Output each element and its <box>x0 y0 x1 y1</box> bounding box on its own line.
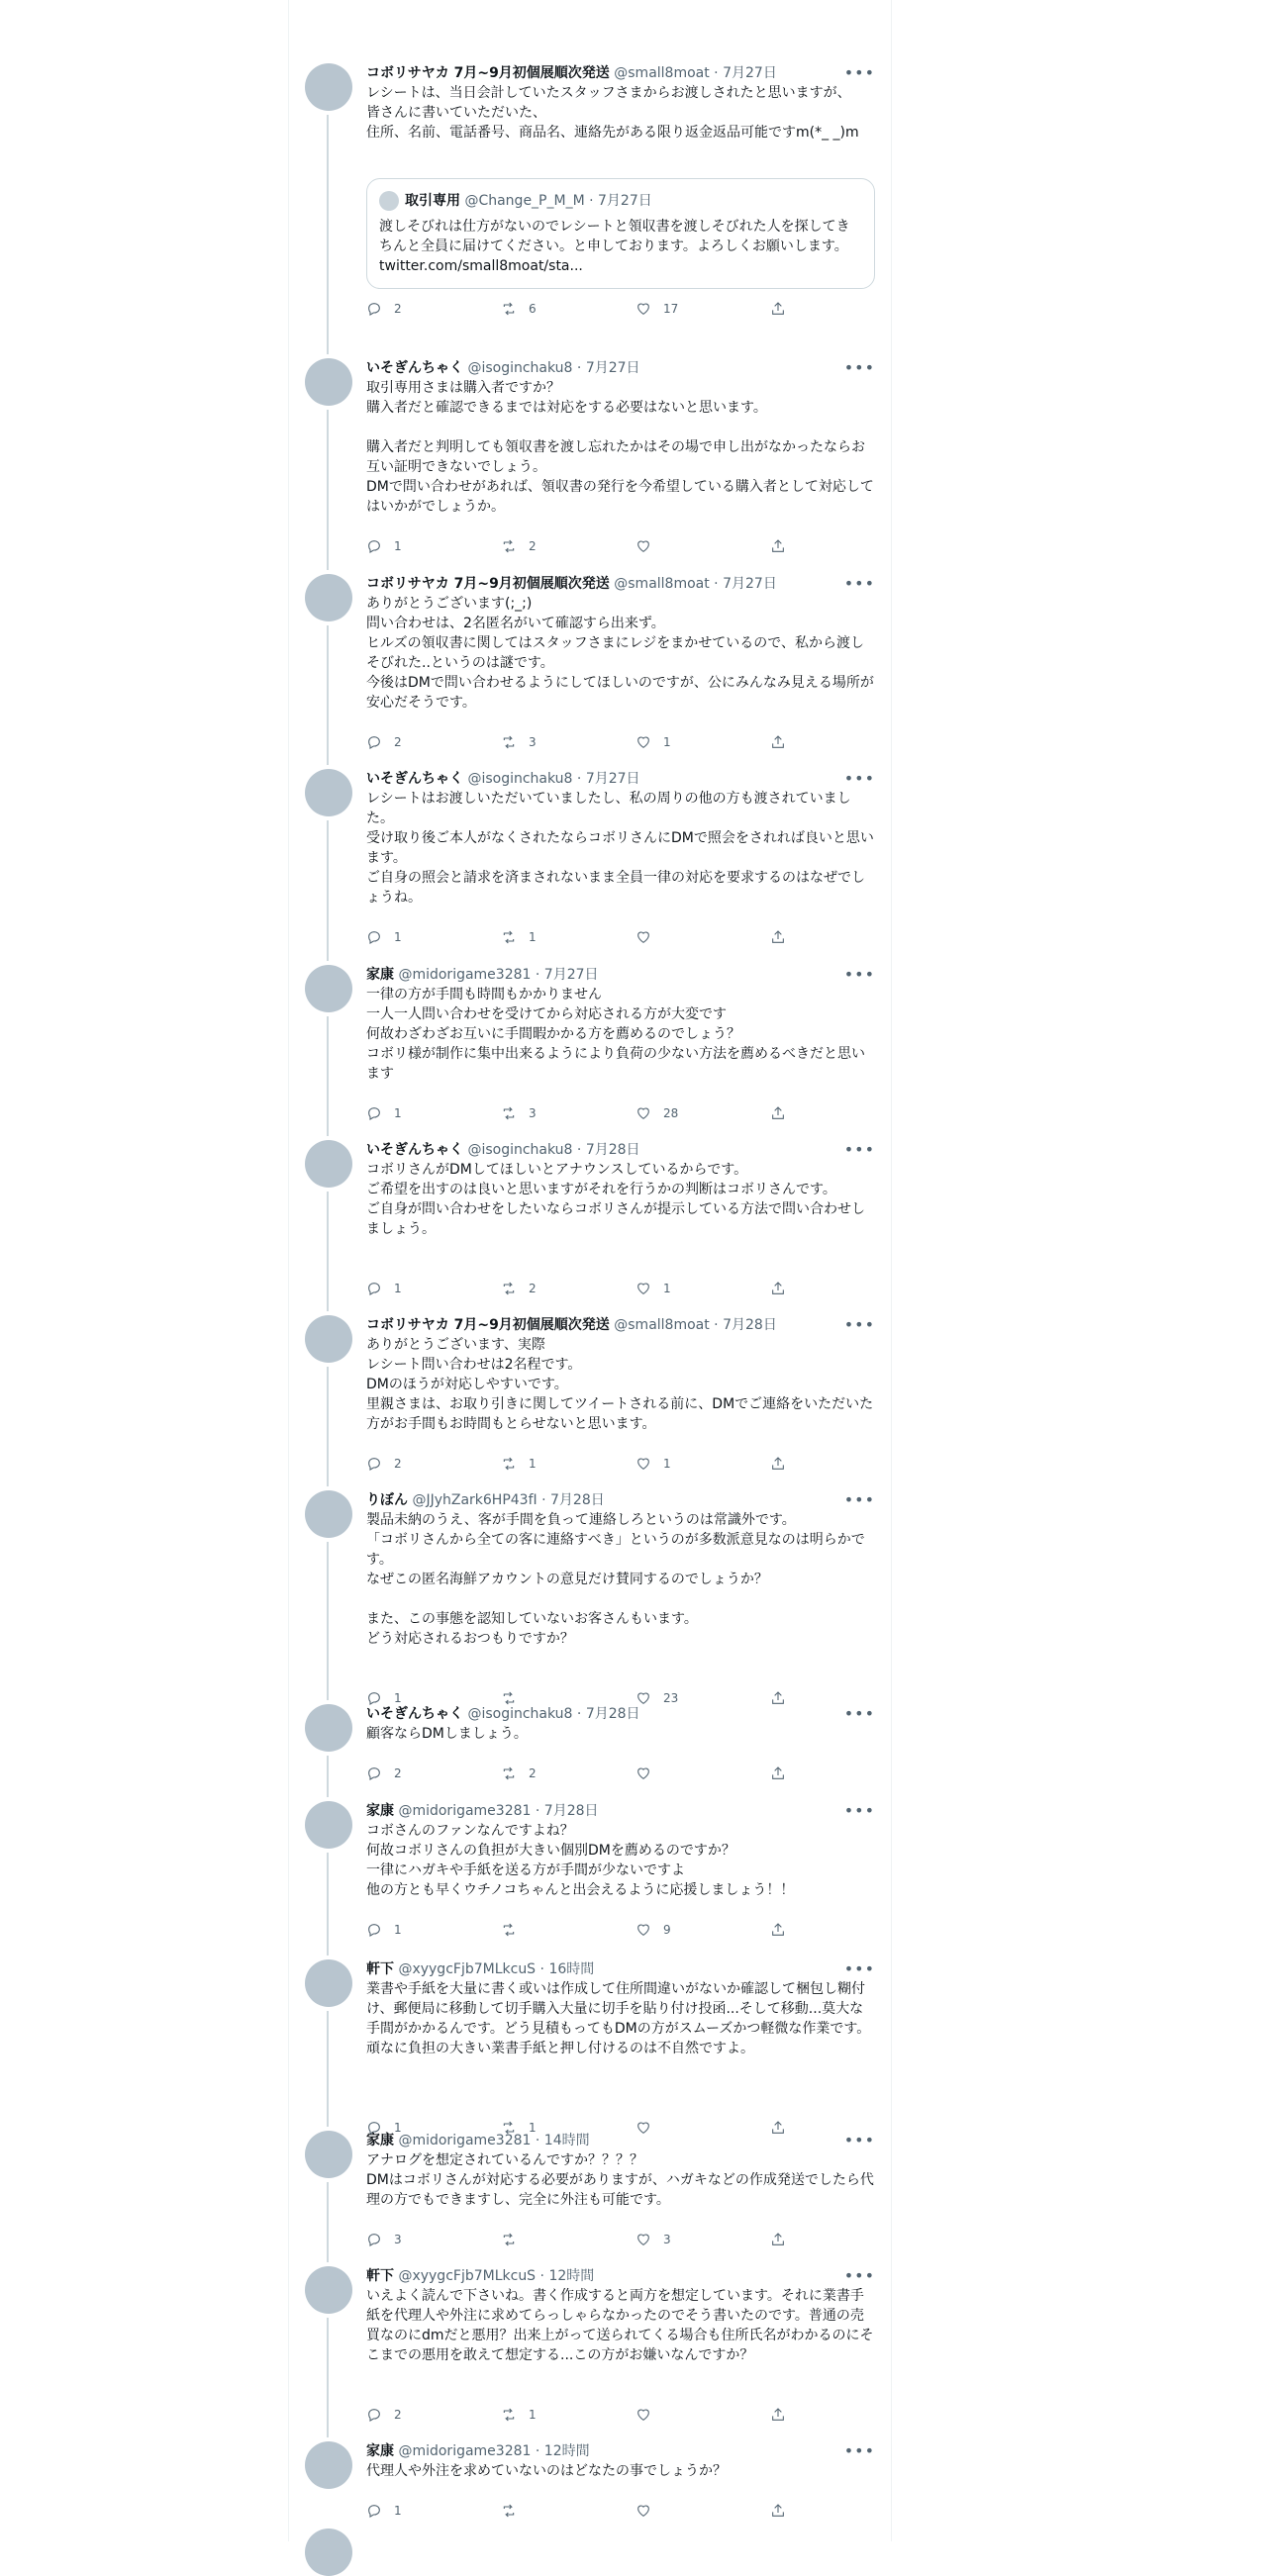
quoted-tweet[interactable] <box>366 178 875 289</box>
timestamp[interactable]: 7月28日 <box>585 1706 640 1722</box>
retweet-button[interactable] <box>501 536 537 556</box>
more-icon[interactable]: ••• <box>843 2266 875 2285</box>
quoted-avatar <box>379 191 399 211</box>
reply-count: 2 <box>394 2408 402 2422</box>
tweet-actions <box>366 2405 782 2425</box>
display-name[interactable]: 家康 <box>366 2443 394 2459</box>
retweet-icon <box>501 734 517 750</box>
user-handle[interactable]: @midorigame3281 <box>398 2133 532 2148</box>
share-icon <box>770 1281 786 1296</box>
like-count: 1 <box>663 1282 671 1295</box>
retweet-icon <box>501 1456 517 1472</box>
separator: · <box>536 1961 549 1977</box>
timestamp[interactable]: 12時間 <box>543 2443 590 2459</box>
tweet-actions <box>366 2501 782 2521</box>
tweet-text: 代理人や外注を求めていないのはどなたの事でしょうか？ <box>366 2463 727 2479</box>
timestamp[interactable]: 7月28日 <box>550 1492 605 1508</box>
tweet-text: 製品未納のうえ、客が手間を負って連絡しろというのは常識外です。 「コボリさんから全ての客に連絡すべき」というのが多数派意見なのは明らかです。 なぜこの匿名海鮮アカウントの意見だけ賛同するのでしょうか？ また、この事態を認知していないお客さんもいます。 どう対応されるおつもりですか？ <box>366 1512 865 1647</box>
tweet-header <box>366 965 875 985</box>
retweet-icon <box>501 1765 517 1781</box>
avatar[interactable] <box>305 1801 352 1849</box>
more-icon[interactable]: ••• <box>843 1801 875 1820</box>
separator: · <box>709 576 724 592</box>
tweet-actions <box>366 1279 782 1298</box>
more-icon[interactable]: ••• <box>843 63 875 82</box>
timestamp[interactable]: 7月27日 <box>585 360 640 376</box>
display-name[interactable]: 軒下 <box>366 2268 394 2284</box>
share-button[interactable] <box>770 1103 786 1123</box>
display-name[interactable]: 軒下 <box>366 1961 394 1977</box>
retweet-icon <box>501 2503 517 2519</box>
retweet-count: 3 <box>529 1106 537 1120</box>
tweet-header <box>366 1140 875 1160</box>
reply-icon <box>366 301 382 317</box>
tweet-actions <box>366 299 782 319</box>
more-icon[interactable]: ••• <box>843 1704 875 1723</box>
like-icon <box>636 301 651 317</box>
thread-line <box>327 410 329 570</box>
display-name[interactable]: いそぎんちゃく <box>366 1142 463 1158</box>
retweet-icon <box>501 538 517 554</box>
share-icon <box>770 1922 786 1938</box>
retweet-count: 2 <box>529 539 537 553</box>
reply-button[interactable] <box>366 1454 402 1474</box>
avatar <box>305 2528 352 2576</box>
avatar[interactable] <box>305 1704 352 1752</box>
quoted-handle: @Change_P_M_M <box>464 193 585 209</box>
tweet-header <box>366 1959 875 1979</box>
thread-line <box>327 2182 329 2262</box>
like-count: 1 <box>663 1457 671 1471</box>
share-icon <box>770 538 786 554</box>
tweet-content <box>366 1315 875 1471</box>
like-count: 17 <box>663 302 679 316</box>
share-button[interactable] <box>770 927 786 947</box>
quoted-text: 渡しそびれは仕方がないのでレシートと領収書を渡しそびれた人を探してきちんと全員に届けてください。と申しております。よろしくお願いします。 twitter.com/small8moat/sta... <box>379 219 850 274</box>
user-handle[interactable]: @midorigame3281 <box>398 967 532 983</box>
reply-icon <box>366 1922 382 1938</box>
retweet-button[interactable] <box>501 927 537 947</box>
like-button[interactable] <box>636 1764 663 1783</box>
user-handle[interactable]: @xyygcFjb7MLkcuS <box>398 2268 537 2284</box>
reply-icon <box>366 734 382 750</box>
tweet-content <box>366 358 875 553</box>
tweet-actions <box>366 536 782 556</box>
timestamp[interactable]: 7月27日 <box>585 771 640 787</box>
more-icon[interactable]: ••• <box>843 1959 875 1978</box>
tweet-content <box>366 574 875 749</box>
reply-count: 1 <box>394 1691 402 1705</box>
tweet-content <box>366 2266 875 2422</box>
thread-line <box>327 2318 329 2437</box>
timestamp[interactable]: 7月28日 <box>543 1803 599 1819</box>
retweet-icon <box>501 1922 517 1938</box>
like-count: 28 <box>663 1106 679 1120</box>
tweet-actions <box>366 2230 782 2249</box>
more-icon[interactable]: ••• <box>843 574 875 593</box>
more-icon[interactable]: ••• <box>843 1490 875 1509</box>
retweet-icon <box>501 2407 517 2423</box>
like-count: 3 <box>663 2233 671 2246</box>
tweet-content <box>366 2441 875 2518</box>
more-icon[interactable]: ••• <box>843 1315 875 1334</box>
reply-button[interactable] <box>366 299 402 319</box>
share-button[interactable] <box>770 2230 786 2249</box>
share-button[interactable] <box>770 1920 786 1940</box>
share-button[interactable] <box>770 536 786 556</box>
reply-count: 1 <box>394 539 402 553</box>
thread-line <box>327 1192 329 1311</box>
tweet-header <box>366 2266 875 2286</box>
tweet-content <box>366 769 875 944</box>
share-icon <box>770 1456 786 1472</box>
tweet-header <box>366 1315 875 1335</box>
tweet-text: 取引専用さまは購入者ですか？ 購入者だと確認できるまでは対応をする必要はないと思います。 購入者だと判明しても領収書を渡し忘れたかはその場で申し出がなかったならお互い証明できないでしょう。 DMで問い合わせがあれば、領収書の発行を今希望している購入者として対応してはいかがでしょうか。 <box>366 380 874 515</box>
like-icon <box>636 1105 651 1121</box>
tweet-actions <box>366 1103 782 1123</box>
retweet-count: 2 <box>529 1282 537 1295</box>
timestamp[interactable]: 16時間 <box>548 1961 595 1977</box>
quoted-display-name: 取引専用 <box>405 193 460 209</box>
display-name[interactable]: コボリサヤカ 7月~9月初個展順次発送 <box>366 576 610 592</box>
tweet-text: レシートは、当日会計していたスタッフさまからお渡しされたと思いますが、 皆さんに書いていただいた、 住所、名前、電話番号、商品名、連絡先がある限り返金返品可能ですm(*_ _)m <box>366 85 859 141</box>
reply-button[interactable] <box>366 536 402 556</box>
avatar[interactable] <box>305 769 352 816</box>
quoted-timestamp: 7月27日 <box>598 193 652 209</box>
like-button[interactable] <box>636 2501 663 2521</box>
like-button[interactable] <box>636 2230 671 2249</box>
timestamp[interactable]: 7月28日 <box>585 1142 640 1158</box>
share-button[interactable] <box>770 2405 786 2425</box>
like-icon <box>636 734 651 750</box>
timestamp[interactable]: 7月27日 <box>723 65 777 81</box>
thread-line <box>327 115 329 354</box>
timeline-column <box>288 0 892 2541</box>
tweet-header <box>366 1704 875 1724</box>
reply-count: 1 <box>394 930 402 944</box>
retweet-count: 2 <box>529 1766 537 1780</box>
separator: · <box>537 1492 551 1508</box>
tweet-actions <box>366 1920 782 1940</box>
like-icon <box>636 1281 651 1296</box>
reply-count: 2 <box>394 735 402 749</box>
tweet-actions <box>366 1764 782 1783</box>
share-icon <box>770 2503 786 2519</box>
share-button[interactable] <box>770 732 786 752</box>
reply-icon <box>366 1765 382 1781</box>
avatar[interactable] <box>305 965 352 1012</box>
retweet-button[interactable] <box>501 2230 529 2249</box>
share-icon <box>770 1105 786 1121</box>
share-icon <box>770 734 786 750</box>
separator: · <box>709 65 724 81</box>
retweet-count: 1 <box>529 930 537 944</box>
reply-icon <box>366 1456 382 1472</box>
avatar[interactable] <box>305 1490 352 1538</box>
display-name[interactable]: りぼん <box>366 1492 408 1508</box>
share-icon <box>770 1765 786 1781</box>
tweet-text: ありがとうございます(;_;) 問い合わせは、2名匿名がいて確認すら出来ず。 ヒルズの領収書に関してはスタッフさまにレジをまかせているので、私から渡しそびれた..というのは謎です。 今後はDMで問い合わせるようにしてほしいのですが、公にみんなみ見える場所が安心だそうです。 <box>366 596 874 711</box>
more-icon[interactable]: ••• <box>843 965 875 984</box>
reply-count: 1 <box>394 1282 402 1295</box>
reply-count: 2 <box>394 302 402 316</box>
retweet-button[interactable] <box>501 2501 529 2521</box>
separator: · <box>572 1142 586 1158</box>
reply-button[interactable] <box>366 732 402 752</box>
tweet-header <box>366 2131 875 2150</box>
timestamp[interactable]: 12時間 <box>548 2268 595 2284</box>
share-button[interactable] <box>770 2501 786 2521</box>
tweet-header <box>366 358 875 378</box>
thread-line <box>327 1756 329 1797</box>
separator: · <box>572 1706 586 1722</box>
share-button[interactable] <box>770 1454 786 1474</box>
avatar[interactable] <box>305 63 352 111</box>
retweet-icon <box>501 1281 517 1296</box>
like-button[interactable] <box>636 1920 671 1940</box>
like-icon <box>636 538 651 554</box>
thread-line <box>327 1016 329 1136</box>
separator: · <box>531 2443 544 2459</box>
tweet-text: 業書や手紙を大量に書く或いは作成して住所間違いがないか確認して梱包し糊付け、郵便局に移動して切手購入大量に切手を貼り付け投函...そして移動...莫大な手間がかかるんです。どう見積もってもDMの方がスムーズかつ軽微な作業です。頑なに負担の大きい業書手紙と押し付けるのは不自然ですよ。 <box>366 1981 871 2056</box>
reply-icon <box>366 1105 382 1121</box>
like-icon <box>636 1922 651 1938</box>
like-button[interactable] <box>636 732 671 752</box>
tweet-actions <box>366 732 782 752</box>
like-button[interactable] <box>636 2405 663 2425</box>
tweet-header <box>366 574 875 594</box>
retweet-count: 1 <box>529 2408 537 2422</box>
share-icon <box>770 929 786 945</box>
retweet-count: 1 <box>529 1457 537 1471</box>
retweet-count: 1 <box>529 2121 537 2135</box>
reply-icon <box>366 2407 382 2423</box>
tweet-text: コボリさんがDMしてほしいとアナウンスしているからです。 ご希望を出すのは良いと思いますがそれを行うかの判断はコボリさんです。 ご自身が問い合わせをしたいならコボリさんが提示している方法で問い合わせしましょう。 <box>366 1162 865 1237</box>
share-icon <box>770 301 786 317</box>
more-icon[interactable]: ••• <box>843 358 875 377</box>
reply-icon <box>366 538 382 554</box>
more-icon[interactable]: ••• <box>843 769 875 788</box>
like-count: 1 <box>663 735 671 749</box>
like-icon <box>636 1765 651 1781</box>
like-icon <box>636 1456 651 1472</box>
reply-button[interactable] <box>366 2230 402 2249</box>
thread-line <box>327 820 329 961</box>
reply-icon <box>366 1281 382 1296</box>
tweet-header <box>366 769 875 789</box>
user-handle[interactable]: @isoginchaku8 <box>467 1142 573 1158</box>
reply-button[interactable] <box>366 927 402 947</box>
avatar[interactable] <box>305 2441 352 2489</box>
like-icon <box>636 929 651 945</box>
avatar[interactable] <box>305 574 352 621</box>
tweet-content <box>366 1959 875 2135</box>
user-handle[interactable]: @small8moat <box>614 576 710 592</box>
share-button[interactable] <box>770 1279 786 1298</box>
tweet-text: 顧客ならDMしましょう。 <box>366 1726 528 1742</box>
reply-count: 2 <box>394 1766 402 1780</box>
avatar[interactable] <box>305 1315 352 1363</box>
more-icon[interactable]: ••• <box>843 2441 875 2460</box>
tweet-content <box>366 1140 875 1295</box>
user-handle[interactable]: @midorigame3281 <box>398 2443 532 2459</box>
tweet-content <box>366 1704 875 1780</box>
tweet-content <box>366 965 875 1120</box>
reply-count: 1 <box>394 2121 402 2135</box>
avatar[interactable] <box>305 358 352 406</box>
retweet-icon <box>501 1105 517 1121</box>
user-handle[interactable]: @isoginchaku8 <box>467 771 573 787</box>
like-count: 9 <box>663 1923 671 1937</box>
share-icon <box>770 2232 786 2247</box>
user-handle[interactable]: @xyygcFjb7MLkcuS <box>398 1961 537 1977</box>
tweet-text: 一律の方が手間も時間もかかりません 一人一人問い合わせを受けてから対応される方が大変です 何故わざわざお互いに手間暇かかる方を薦めるのでしょう？ コボリ様が制作に集中出来るようにより負荷の少ない方法を薦めるべきだと思います <box>366 987 865 1082</box>
reply-count: 1 <box>394 1923 402 1937</box>
separator: · <box>709 1317 724 1333</box>
reply-count: 1 <box>394 2504 402 2518</box>
retweet-icon <box>501 2232 517 2247</box>
reply-count: 1 <box>394 1106 402 1120</box>
tweet-text: レシートはお渡しいただいていましたし、私の周りの他の方も渡されていました。 受け取り後ご本人がなくされたならコボリさんにDMで照会をされれば良いと思います。 ご自身の照会と請求を済まされないまま全員一律の対応を要求するのはなぜでしょうね。 <box>366 791 874 906</box>
retweet-icon <box>501 929 517 945</box>
more-icon[interactable]: ••• <box>843 1140 875 1159</box>
user-handle[interactable]: @small8moat <box>614 65 710 81</box>
reply-icon <box>366 929 382 945</box>
user-handle[interactable]: @isoginchaku8 <box>467 1706 573 1722</box>
user-handle[interactable]: @midorigame3281 <box>398 1803 532 1819</box>
retweet-button[interactable] <box>501 1454 537 1474</box>
avatar[interactable] <box>305 1140 352 1188</box>
display-name[interactable]: いそぎんちゃく <box>366 1706 463 1722</box>
reply-button[interactable] <box>366 2405 402 2425</box>
like-button[interactable] <box>636 299 678 319</box>
like-icon <box>636 2232 651 2247</box>
like-button[interactable] <box>636 1103 678 1123</box>
tweet-text: ありがとうございます、実際 レシート問い合わせは2名程です。 DMのほうが対応しやすいです。 里親さまは、お取り引きに関してツイートされる前に、DMでご連絡をいただいた方がお手間もお時間もとらせないと思います。 <box>366 1337 874 1432</box>
retweet-count: 6 <box>529 302 537 316</box>
tweet-actions <box>366 927 782 947</box>
tweet-header <box>366 1490 875 1510</box>
tweet-header <box>366 1801 875 1821</box>
retweet-count: 3 <box>529 735 537 749</box>
like-button[interactable] <box>636 536 663 556</box>
separator: · <box>531 967 544 983</box>
timestamp[interactable]: 7月28日 <box>723 1317 777 1333</box>
tweet-content <box>366 2131 875 2246</box>
separator: · <box>572 360 586 376</box>
user-handle[interactable]: @small8moat <box>614 1317 710 1333</box>
tweet-content <box>366 63 875 316</box>
retweet-button[interactable] <box>501 1764 537 1783</box>
separator: · <box>531 2133 544 2148</box>
display-name[interactable]: いそぎんちゃく <box>366 771 463 787</box>
tweet-actions <box>366 1454 782 1474</box>
separator: · <box>536 2268 549 2284</box>
avatar[interactable] <box>305 2131 352 2178</box>
avatar[interactable] <box>305 1959 352 2007</box>
display-name[interactable]: 家康 <box>366 1803 394 1819</box>
reply-count: 2 <box>394 1457 402 1471</box>
user-handle[interactable]: @JJyhZark6HP43fI <box>412 1492 538 1508</box>
reply-button[interactable] <box>366 1103 402 1123</box>
like-button[interactable] <box>636 1279 671 1298</box>
reply-count: 3 <box>394 2233 402 2246</box>
retweet-button[interactable] <box>501 1103 537 1123</box>
tweet-text: いえよく読んで下さいね。書く作成すると両方を想定しています。それに業書手紙を代理人や外注に求めてらっしゃらなかったのでそう書いたのです。普通の売買なのにdmだと悪用？出来上がって送られてくる場合も住所氏名がわかるのにそこまでの悪用を敢えて想定する...この方がお嫌いなんですか？ <box>366 2288 874 2363</box>
like-count: 23 <box>663 1691 679 1705</box>
more-icon[interactable]: ••• <box>843 2131 875 2149</box>
avatar[interactable] <box>305 2266 352 2314</box>
like-button[interactable] <box>636 1454 671 1474</box>
like-icon <box>636 2503 651 2519</box>
timestamp[interactable]: 7月27日 <box>723 576 777 592</box>
display-name[interactable]: いそぎんちゃく <box>366 360 463 376</box>
tweet-content <box>366 1490 875 1705</box>
quoted-header <box>405 191 652 211</box>
separator: · <box>531 1803 544 1819</box>
display-name[interactable]: コボリサヤカ 7月~9月初個展順次発送 <box>366 1317 610 1333</box>
tweet-content <box>366 1801 875 1937</box>
display-name[interactable]: 家康 <box>366 2133 394 2148</box>
retweet-button[interactable] <box>501 732 537 752</box>
reply-button[interactable] <box>366 1920 402 1940</box>
separator: · <box>572 771 586 787</box>
share-icon <box>770 2407 786 2423</box>
reply-icon <box>366 2503 382 2519</box>
retweet-icon <box>501 301 517 317</box>
user-handle[interactable]: @isoginchaku8 <box>467 360 573 376</box>
like-button[interactable] <box>636 927 663 947</box>
separator: · <box>584 193 599 209</box>
tweet-text: アナログを想定されているんですか？？？？ DMはコボリさんが対応する必要がありますが、ハガキなどの作成発送でしたら代理の方でもできますし、完全に外注も可能です。 <box>366 2152 874 2208</box>
tweet-header <box>366 2441 875 2461</box>
thread-line <box>327 1542 329 1700</box>
retweet-button[interactable] <box>501 1920 529 1940</box>
display-name[interactable]: 家康 <box>366 967 394 983</box>
retweet-button[interactable] <box>501 1279 537 1298</box>
reply-icon <box>366 2232 382 2247</box>
tweet-text: コボさんのファンなんですよね？ 何故コボリさんの負担が大きい個別DMを薦めるのですか？ 一律にハガキや手紙を送る方が手間が少ないですよ 他の方とも早くウチノコちゃんと出会えるように応援しましょう！！ <box>366 1823 795 1898</box>
share-button[interactable] <box>770 299 786 319</box>
timestamp[interactable]: 7月27日 <box>543 967 599 983</box>
like-icon <box>636 2407 651 2423</box>
reply-button[interactable] <box>366 2501 402 2521</box>
retweet-button[interactable] <box>501 299 537 319</box>
thread-line <box>327 1367 329 1486</box>
timestamp[interactable]: 14時間 <box>543 2133 590 2148</box>
thread-line <box>327 2011 329 2127</box>
reply-button[interactable] <box>366 1279 402 1298</box>
retweet-button[interactable] <box>501 2405 537 2425</box>
display-name[interactable]: コボリサヤカ 7月~9月初個展順次発送 <box>366 65 610 81</box>
reply-button[interactable] <box>366 1764 402 1783</box>
thread-line <box>327 625 329 765</box>
share-button[interactable] <box>770 1764 786 1783</box>
thread-line <box>327 1853 329 1956</box>
tweet-header <box>366 63 875 83</box>
